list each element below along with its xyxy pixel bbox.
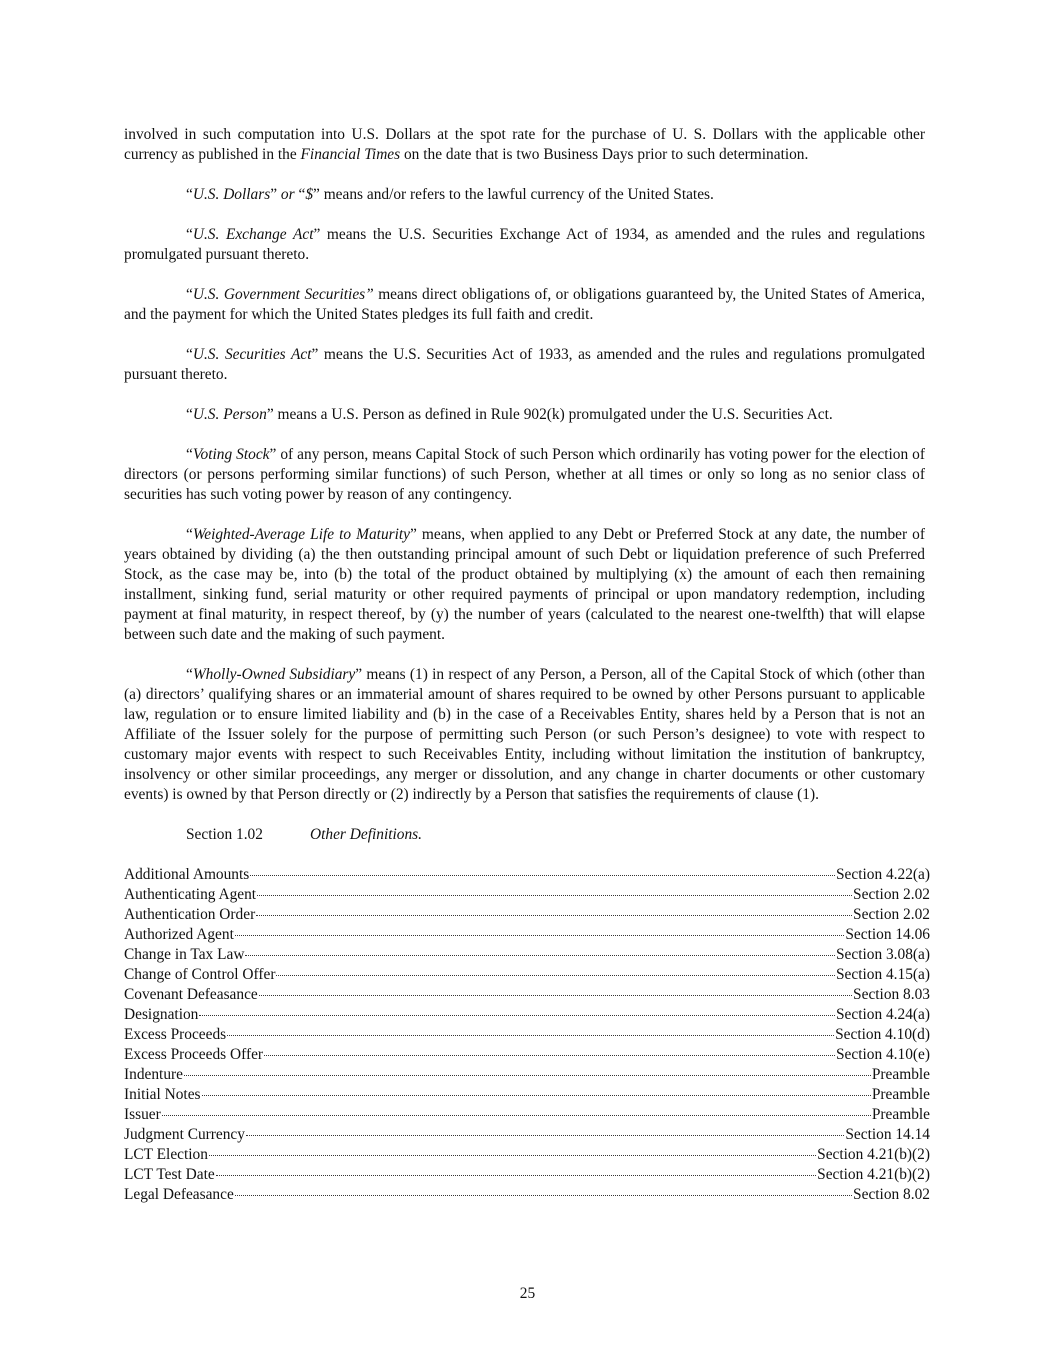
definition-index-row — [124, 925, 930, 945]
definition-section-ref: Section 2.02 — [853, 906, 930, 923]
definition-index-row — [124, 985, 930, 1005]
definition-section-ref: Preamble — [871, 1086, 930, 1103]
definition-term: Change of Control Offer — [124, 966, 276, 983]
definition-section-ref: Section 14.14 — [845, 1126, 930, 1143]
dot-leader — [259, 995, 852, 996]
page-number: 25 — [519, 1285, 536, 1302]
definition-index-row — [124, 1005, 930, 1025]
definition-section-ref: Preamble — [871, 1106, 930, 1123]
dot-leader — [209, 1155, 816, 1156]
dot-leader — [264, 1055, 835, 1056]
definition-term: LCT Test Date — [124, 1166, 215, 1183]
definition-index-row — [124, 1145, 930, 1165]
definition-term: LCT Election — [124, 1146, 208, 1163]
definition-index-row — [124, 1185, 930, 1205]
document-page — [124, 125, 930, 1205]
definition-index-row — [124, 1125, 930, 1145]
definition-index-row — [124, 1085, 930, 1105]
dot-leader — [227, 1035, 834, 1036]
paragraph-continuation: involved in such computation into U.S. Dollars at the spot rate for the purchase of U. S. Dollars with the applicable other currency as published in the Financial Times on the date that is two Business Days prior to such determination. — [124, 126, 925, 163]
definition-index-row — [124, 945, 930, 965]
definition-index-row — [124, 965, 930, 985]
definition-section-ref: Preamble — [871, 1066, 930, 1083]
definition-term: Additional Amounts — [124, 866, 250, 883]
definition-section-ref: Section 4.22(a) — [835, 866, 930, 883]
section-title: Other Definitions. — [310, 826, 423, 843]
definition-term: Legal Defeasance — [124, 1186, 234, 1203]
definition-term: Excess Proceeds Offer — [124, 1046, 264, 1063]
dot-leader — [245, 955, 835, 956]
definition-term: Initial Notes — [124, 1086, 201, 1103]
definition-term: Indenture — [124, 1066, 183, 1083]
definition-us-person: “U.S. Person” means a U.S. Person as defined in Rule 902(k) promulgated under the U.S. Securities Act. — [186, 406, 833, 423]
dot-leader — [199, 1015, 835, 1016]
definition-index-row — [124, 1105, 930, 1125]
dot-leader — [202, 1095, 871, 1096]
definition-index-row — [124, 1045, 930, 1065]
definition-us-exchange-act: “U.S. Exchange Act” means the U.S. Securities Exchange Act of 1934, as amended and the rules and regulations promulgated pursuant thereto. — [124, 226, 925, 263]
dot-leader — [257, 895, 852, 896]
definition-weighted-average-life: “Weighted-Average Life to Maturity” means, when applied to any Debt or Preferred Stock at any date, the number of years obtained by dividing (a) the then outstanding principal amount of such Debt or liquidation preference of such Preferred Stock, as the case may be, into (b) the total of the product obtained by multiplying (x) the amount of each then remaining installment, sinking fund, serial maturity or other required payments of principal or upon mandatory redemption, including payment at final maturity, in respect thereof, by (y) the number of years (calculated to the nearest one-twelfth) that will elapse between such date and the making of such payment. — [124, 526, 925, 643]
definition-section-ref: Section 8.02 — [853, 1186, 930, 1203]
definition-index-row — [124, 1165, 930, 1185]
definition-term: Authentication Order — [124, 906, 256, 923]
dot-leader — [276, 975, 835, 976]
definition-term: Covenant Defeasance — [124, 986, 258, 1003]
definition-index-row — [124, 885, 930, 905]
definition-section-ref: Section 4.21(b)(2) — [817, 1166, 930, 1183]
dot-leader — [235, 1195, 852, 1196]
definition-wholly-owned-subsidiary: “Wholly-Owned Subsidiary” means (1) in respect of any Person, a Person, all of the Capital Stock of which (other than (a) directors’ qualifying shares or an immaterial amount of shares required to be owned by other Persons pursuant to applicable law, regulation or to ensure limited liability and (b) in the case of a Receivables Entity, shares held by a Person that is not an Affiliate of the Issuer solely for the purpose of permitting such Person (or such Person’s designee) to vote with respect to customary major events with respect to such Receivables Entity, including without limitation the institution of bankruptcy, insolvency or other similar proceedings, any merger or dissolution, and any change in charter documents or other customary events) is owned by that Person directly or (2) indirectly by a Person that satisfies the requirements of clause (1). — [124, 666, 925, 803]
definition-us-government-securities: “U.S. Government Securities” means direct obligations of, or obligations guaranteed by, the United States of America, and the payment for which the United States pledges its full faith and credit. — [124, 286, 925, 323]
definition-us-dollars: “U.S. Dollars” or “$” means and/or refers to the lawful currency of the United States. — [186, 186, 714, 203]
dot-leader — [184, 1075, 871, 1076]
dot-leader — [216, 1175, 816, 1176]
definition-term: Authorized Agent — [124, 926, 234, 943]
definition-section-ref: Section 3.08(a) — [835, 946, 930, 963]
section-heading — [186, 825, 925, 845]
definition-index-row — [124, 1065, 930, 1085]
dot-leader — [235, 935, 844, 936]
definition-section-ref: Section 4.10(e) — [835, 1046, 930, 1063]
definition-index-row — [124, 865, 930, 885]
definition-section-ref: Section 2.02 — [853, 886, 930, 903]
dot-leader — [250, 875, 835, 876]
definition-section-ref: Section 8.03 — [853, 986, 930, 1003]
definition-term: Authenticating Agent — [124, 886, 257, 903]
dot-leader — [246, 1135, 844, 1136]
definition-term: Change in Tax Law — [124, 946, 245, 963]
definition-term: Judgment Currency — [124, 1126, 245, 1143]
definition-section-ref: Section 14.06 — [845, 926, 930, 943]
dot-leader — [256, 915, 852, 916]
definition-term: Issuer — [124, 1106, 161, 1123]
definition-term: Designation — [124, 1006, 199, 1023]
definition-us-securities-act: “U.S. Securities Act” means the U.S. Securities Act of 1933, as amended and the rules and regulations promulgated pursuant thereto. — [124, 346, 925, 383]
definition-section-ref: Section 4.21(b)(2) — [817, 1146, 930, 1163]
dot-leader — [162, 1115, 871, 1116]
definition-section-ref: Section 4.15(a) — [835, 966, 930, 983]
section-number: Section 1.02 — [186, 826, 263, 843]
definition-index-row — [124, 905, 930, 925]
definition-section-ref: Section 4.24(a) — [835, 1006, 930, 1023]
definition-section-ref: Section 4.10(d) — [835, 1026, 930, 1043]
definition-voting-stock: “Voting Stock” of any person, means Capital Stock of such Person which ordinarily has voting power for the election of directors (or persons performing similar functions) of such Person, whether at all times or only so long as no senior class of securities has such voting power by reason of any contingency. — [124, 446, 925, 503]
definition-index-row — [124, 1025, 930, 1045]
definition-term: Excess Proceeds — [124, 1026, 227, 1043]
definitions-index — [124, 865, 930, 1205]
